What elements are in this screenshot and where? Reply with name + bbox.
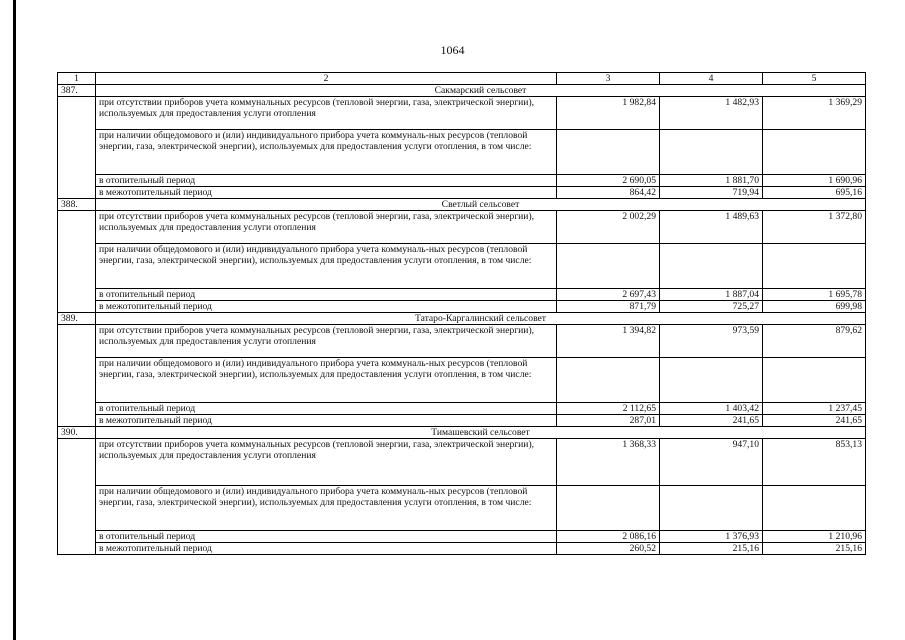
value-cell: 241,65 [660,415,763,427]
value-cell: 719,94 [660,187,763,199]
table-row [58,531,866,543]
table-row [58,358,866,403]
present-meter-text: при наличии общедомового и (или) индивидуального прибора учета коммуналь-ных ресурсов (тепловой энергии, газа, электрической энергии), используемых для предоставления услуги отопления, в том числе: [96,244,557,289]
value-cell: 1 394,82 [557,325,660,358]
header-col-1: 1 [58,73,96,85]
value-cell: 699,98 [763,301,866,313]
section-number: 390. [58,427,96,439]
section-title-row [58,427,866,439]
value-cell: 2 112,65 [557,403,660,415]
table-row [58,486,866,531]
row-number-cell [58,325,96,427]
value-cell: 2 697,43 [557,289,660,301]
empty-cell [557,244,660,289]
value-cell: 2 002,29 [557,211,660,244]
empty-cell [660,130,763,175]
absent-meter-text: при отсутствии приборов учета коммунальных ресурсов (тепловой энергии, газа, электрической энергии), используемых для предоставления услуги отопления [96,325,557,358]
value-cell: 1 982,84 [557,97,660,130]
value-cell: 1 690,96 [763,175,866,187]
value-cell: 879,62 [763,325,866,358]
empty-cell [660,358,763,403]
table-row [58,130,866,175]
heating-period-label: в отопительный период [96,289,557,301]
section-number: 388. [58,199,96,211]
tariff-table [57,72,866,555]
value-cell: 864,42 [557,187,660,199]
table-header-row [58,73,866,85]
value-cell: 1 695,78 [763,289,866,301]
present-meter-text: при наличии общедомового и (или) индивидуального прибора учета коммуналь-ных ресурсов (тепловой энергии, газа, электрической энергии), используемых для предоставления услуги отопления, в том числе: [96,358,557,403]
value-cell: 871,79 [557,301,660,313]
table-row [58,175,866,187]
absent-meter-text: при отсутствии приборов учета коммунальных ресурсов (тепловой энергии, газа, электрической энергии), используемых для предоставления услуги отопления [96,97,557,130]
value-cell: 1 368,33 [557,439,660,486]
empty-cell [763,486,866,531]
absent-meter-text: при отсутствии приборов учета коммунальных ресурсов (тепловой энергии, газа, электрической энергии), используемых для предоставления услуги отопления [96,439,557,486]
section-number: 387. [58,85,96,97]
header-col-5: 5 [763,73,866,85]
table-row [58,543,866,555]
table-row [58,289,866,301]
empty-cell [763,244,866,289]
value-cell: 695,16 [763,187,866,199]
section-title: Светлый сельсовет [96,199,866,211]
value-cell: 853,13 [763,439,866,486]
value-cell: 1 376,93 [660,531,763,543]
section-title: Татаро-Каргалинский сельсовет [96,313,866,325]
value-cell: 215,16 [763,543,866,555]
row-number-cell [58,211,96,313]
value-cell: 1 372,80 [763,211,866,244]
empty-cell [557,358,660,403]
heating-period-label: в отопительный период [96,531,557,543]
section-title-row [58,85,866,97]
value-cell: 215,16 [660,543,763,555]
section-title-row [58,199,866,211]
present-meter-text: при наличии общедомового и (или) индивидуального прибора учета коммуналь-ных ресурсов (тепловой энергии, газа, электрической энергии), используемых для предоставления услуги отопления, в том числе: [96,130,557,175]
section-title-row [58,313,866,325]
value-cell: 1 369,29 [763,97,866,130]
value-cell: 1 881,70 [660,175,763,187]
value-cell: 287,01 [557,415,660,427]
empty-cell [557,486,660,531]
header-col-4: 4 [660,73,763,85]
empty-cell [660,486,763,531]
table-row [58,415,866,427]
heating-period-label: в отопительный период [96,403,557,415]
value-cell: 1 210,96 [763,531,866,543]
table-row [58,211,866,244]
value-cell: 1 403,42 [660,403,763,415]
empty-cell [763,130,866,175]
header-col-3: 3 [557,73,660,85]
value-cell: 973,59 [660,325,763,358]
value-cell: 260,52 [557,543,660,555]
section-number: 389. [58,313,96,325]
value-cell: 241,65 [763,415,866,427]
section-title: Сакмарский сельсовет [96,85,866,97]
value-cell: 2 690,05 [557,175,660,187]
table-row [58,244,866,289]
row-number-cell [58,97,96,199]
table-row [58,325,866,358]
value-cell: 1 489,63 [660,211,763,244]
value-cell: 947,10 [660,439,763,486]
absent-meter-text: при отсутствии приборов учета коммунальных ресурсов (тепловой энергии, газа, электрической энергии), используемых для предоставления услуги отопления [96,211,557,244]
table-row [58,439,866,486]
empty-cell [763,358,866,403]
page-number: 1064 [440,43,465,57]
present-meter-text: при наличии общедомового и (или) индивидуального прибора учета коммуналь-ных ресурсов (тепловой энергии, газа, электрической энергии), используемых для предоставления услуги отопления, в том числе: [96,486,557,531]
value-cell: 1 237,45 [763,403,866,415]
value-cell: 1 482,93 [660,97,763,130]
empty-cell [557,130,660,175]
value-cell: 725,27 [660,301,763,313]
value-cell: 1 887,04 [660,289,763,301]
empty-cell [660,244,763,289]
value-cell: 2 086,16 [557,531,660,543]
interheating-period-label: в межотопительный период [96,415,557,427]
interheating-period-label: в межотопительный период [96,187,557,199]
header-col-2: 2 [96,73,557,85]
heating-period-label: в отопительный период [96,175,557,187]
table-row [58,301,866,313]
section-title: Тимашевский сельсовет [96,427,866,439]
table-row [58,403,866,415]
table-row [58,97,866,130]
table-row [58,187,866,199]
page-binding-line [13,0,16,640]
row-number-cell [58,439,96,555]
interheating-period-label: в межотопительный период [96,301,557,313]
interheating-period-label: в межотопительный период [96,543,557,555]
